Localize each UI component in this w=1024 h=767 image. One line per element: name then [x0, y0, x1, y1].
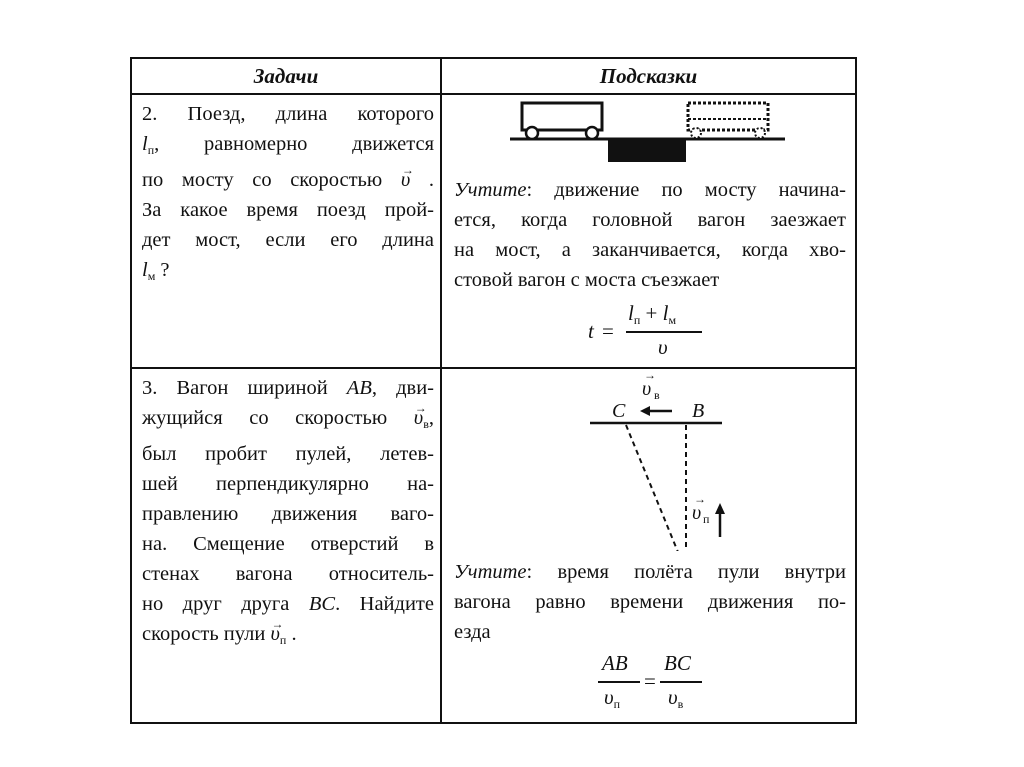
fraction-bar-right	[660, 681, 702, 683]
formula-bc: BC	[664, 651, 691, 675]
task-3-line-8-text: но друг друга	[142, 593, 290, 615]
dashed-wheel-left	[691, 128, 701, 138]
formula-den-left	[604, 685, 620, 712]
formula-equals-3: =	[644, 669, 656, 693]
task-3-line-1	[142, 373, 434, 403]
task-3-line-3: был пробит пулей, летев-	[142, 443, 434, 465]
v-wagon-vector-arrow: →	[644, 371, 656, 382]
v-bullet-symbol: υ	[692, 502, 702, 524]
label-b: B	[692, 400, 705, 422]
bullet-path-cb-dashed	[626, 425, 680, 551]
header-divider	[132, 93, 855, 95]
velocity-symbol: → υ	[401, 169, 410, 191]
num-l-m: l	[662, 301, 669, 325]
formula-numerator	[628, 301, 676, 328]
hint-2-line-4: стовой вагон с моста съезжает	[454, 269, 720, 291]
task-2-line-4: За какое время поезд прой-	[142, 199, 434, 221]
den-left-sub: п	[613, 697, 621, 711]
num-plus: +	[645, 301, 658, 325]
v-wagon-symbol: υ	[642, 378, 652, 400]
formula-t: t	[588, 319, 594, 343]
fraction-bar-left	[598, 681, 640, 683]
bridge-block	[608, 140, 686, 162]
train-car-solid	[522, 103, 602, 130]
task-3-line-9-text: скорость пули	[142, 623, 266, 645]
hint-3-line-2: вагона равно времени движения по-	[454, 591, 846, 613]
formula-den-right	[668, 685, 683, 712]
den-left-v: υ	[604, 685, 614, 709]
task-2-line-3-text: по мосту со скоростью	[142, 169, 383, 191]
fraction-bar	[626, 331, 702, 333]
task-3-line-8	[142, 589, 434, 619]
wagon-bullet-diagram	[572, 371, 752, 551]
formula-denominator: υ	[658, 335, 668, 359]
task-2-line-2	[142, 129, 434, 165]
wagon-arrowhead-icon	[640, 406, 650, 416]
task-2-line-6	[142, 255, 434, 291]
task-3-v-bullet: → υ	[270, 623, 279, 645]
num-sub-p: п	[633, 313, 641, 327]
header-hints: Подсказки	[599, 64, 698, 88]
task-3-sub-v: в	[423, 417, 429, 431]
hint-3-line-3: езда	[454, 621, 491, 643]
task-3-line-7: стенах вагона относитель-	[142, 563, 434, 585]
task-3-line-1-tail: , дви-	[371, 377, 434, 399]
v-wagon-sub: в	[654, 388, 660, 402]
num-sub-m: м	[668, 313, 677, 327]
hint-3-lead: Учтите	[454, 561, 527, 583]
hint-3-line-1	[454, 557, 846, 587]
task-2-line-1: 2. Поезд, длина которого	[142, 103, 434, 125]
column-divider	[440, 59, 442, 722]
hint-2-line-2: ется, когда головной вагон заезжает	[454, 209, 846, 231]
task-3-sub-p: п	[279, 633, 287, 647]
task-3-line-8-tail: . Найдите	[335, 593, 434, 615]
label-c: C	[612, 400, 626, 422]
task-3-line-4: шей перпендикулярно на-	[142, 473, 434, 495]
task-3-line-9: скорость пули → $\upsilon_п$ .	[142, 619, 434, 655]
wheel-right	[586, 127, 598, 139]
v-bullet-vector-arrow: →	[694, 492, 706, 506]
task-3-line-5: правлению движения ваго-	[142, 503, 434, 525]
task-3-line-2-text: жущийся со скоростью	[142, 407, 388, 429]
den-right-v: υ	[668, 685, 678, 709]
task-3-v-wagon: → υ	[414, 407, 423, 429]
train-car-dashed	[688, 103, 768, 130]
hint-2-line-3: на мост, а заканчивается, когда хво-	[454, 239, 846, 261]
hint-3-text	[454, 557, 846, 647]
task-3-text	[142, 373, 434, 655]
sub-p: п	[147, 143, 155, 157]
formula-ab: AB	[602, 651, 628, 675]
bullet-arrowhead-icon	[715, 503, 725, 514]
task-2-text	[142, 99, 434, 291]
task-3-bc: BC	[308, 593, 336, 615]
v-bullet-sub: п	[703, 512, 710, 526]
task-2-line-3: по мосту со скоростью → υ .	[142, 165, 434, 195]
formula-time-bullet	[598, 651, 718, 717]
hint-2-line-1-text: : движение по мосту начина-	[526, 179, 846, 201]
hint-2-line-1	[454, 175, 846, 205]
row-divider	[132, 367, 855, 369]
var-l: l	[142, 133, 148, 155]
hint-3-line-1-text: : время полёта пули внутри	[526, 561, 846, 583]
wheel-left	[526, 127, 538, 139]
task-3-ab: AB	[346, 377, 372, 399]
header-tasks: Задачи	[253, 64, 319, 88]
task-2-question-mark: ?	[160, 259, 170, 281]
num-l-p: l	[628, 301, 634, 325]
task-2-line-2-text: , равномерно движется	[154, 133, 434, 155]
train-bridge-diagram	[510, 97, 790, 165]
formula-equals: =	[602, 319, 614, 343]
hint-2-text	[454, 175, 846, 295]
var-l-m: l	[142, 259, 148, 281]
den-right-sub: в	[677, 697, 684, 711]
sub-m: м	[147, 269, 156, 283]
tasks-hints-table	[130, 57, 857, 724]
task-3-line-6: на. Смещение отверстий в	[142, 533, 434, 555]
dashed-wheel-right	[755, 128, 765, 138]
task-3-line-1-text: 3. Вагон шириной	[142, 377, 328, 399]
formula-time-bridge	[588, 299, 738, 359]
hint-2-lead: Учтите	[454, 179, 527, 201]
task-3-line-2: жущийся со скоростью → $\upsilon_в$,	[142, 403, 434, 439]
task-2-line-5: дет мост, если его длина	[142, 229, 434, 251]
